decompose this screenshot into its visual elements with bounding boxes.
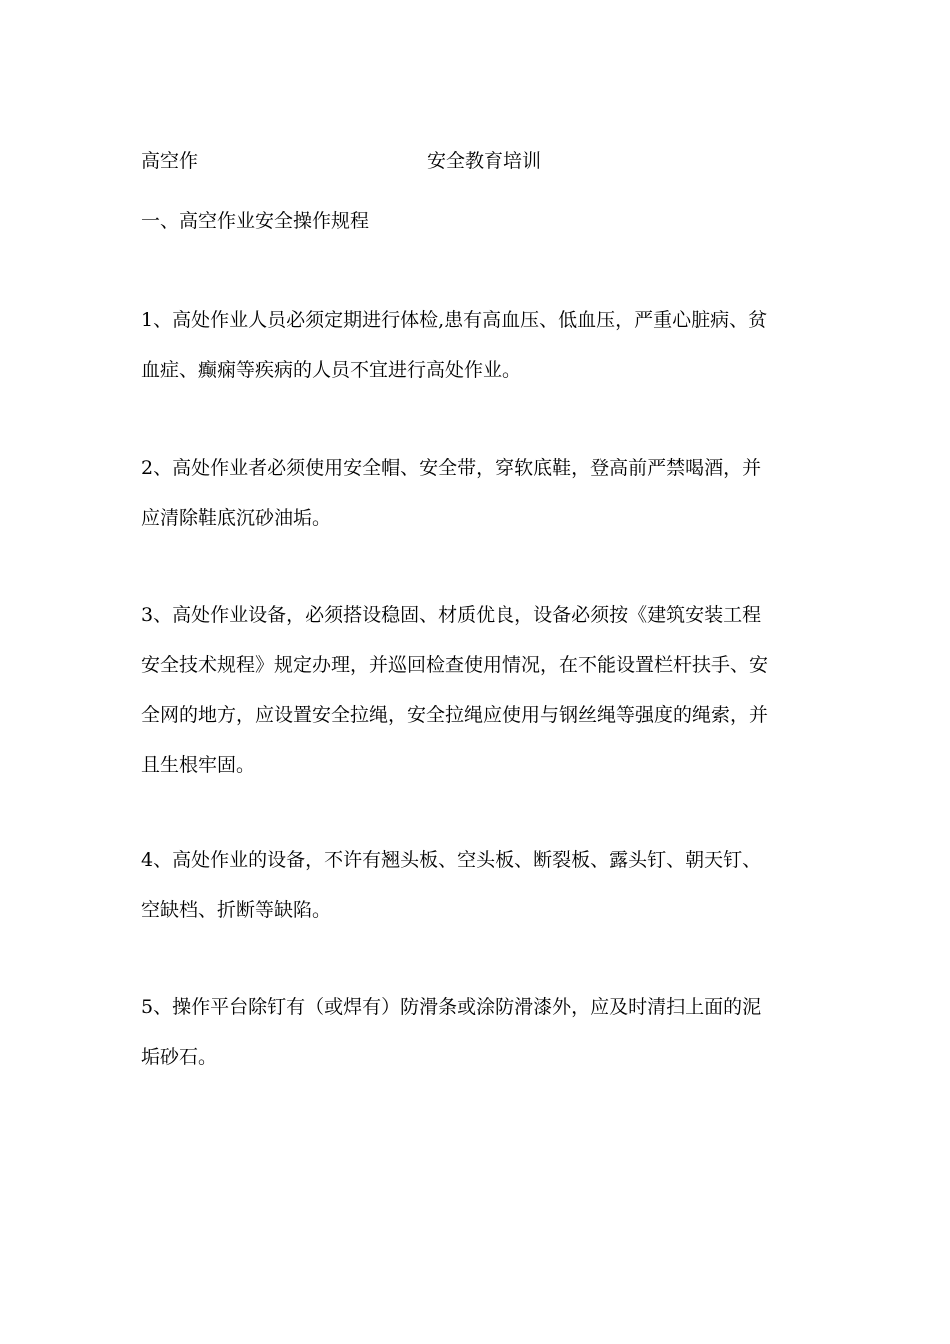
paragraph-3-line-1: 3、高处作业设备，必须搭设稳固、材质优良，设备必须按《建筑安装工程	[141, 604, 762, 626]
paragraph-3-line-3: 全网的地方，应设置安全拉绳，安全拉绳应使用与钢丝绳等强度的绳索，并	[141, 704, 769, 726]
header-left-title: 高空作	[141, 150, 199, 172]
paragraph-1-line-1: 1、高处作业人员必须定期进行体检,患有高血压、低血压，严重心脏病、贫	[141, 309, 768, 331]
paragraph-2-line-1: 2、高处作业者必须使用安全帽、安全带，穿软底鞋，登高前严禁喝酒，并	[141, 457, 762, 479]
paragraph-3-line-4: 且生根牢固。	[141, 754, 256, 776]
paragraph-1	[141, 295, 813, 395]
header-right-title: 安全教育培训	[427, 150, 542, 172]
section-heading: 一、高空作业安全操作规程	[141, 210, 370, 232]
paragraph-4-line-2: 空缺档、折断等缺陷。	[141, 899, 332, 921]
paragraph-1-line-2: 血症、癫痫等疾病的人员不宜进行高处作业。	[141, 359, 522, 381]
paragraph-5-line-2: 垢砂石。	[141, 1046, 218, 1068]
paragraph-3-line-2: 安全技术规程》规定办理，并巡回检查使用情况，在不能设置栏杆扶手、安	[141, 654, 769, 676]
paragraph-4	[141, 835, 813, 935]
paragraph-3	[141, 590, 813, 790]
paragraph-5-line-1: 5、操作平台除钉有（或焊有）防滑条或涂防滑漆外，应及时清扫上面的泥	[141, 996, 762, 1018]
paragraph-2	[141, 443, 813, 543]
paragraph-4-line-1: 4、高处作业的设备，不许有翘头板、空头板、断裂板、露头钉、朝天钉、	[141, 849, 762, 871]
document-header	[141, 145, 821, 177]
paragraph-5	[141, 982, 813, 1082]
paragraph-2-line-2: 应清除鞋底沉砂油垢。	[141, 507, 332, 529]
